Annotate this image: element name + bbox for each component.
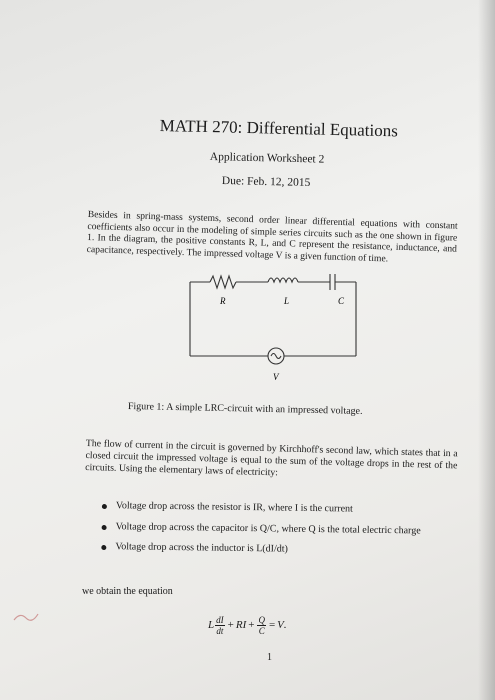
bullet-text: Voltage drop across the inductor is L(dI/dt) — [115, 541, 288, 555]
eq-derivative-numerator: dI — [216, 614, 224, 625]
eq-voltage: V — [277, 619, 284, 631]
eq-derivative-denominator: dt — [216, 625, 224, 636]
kirchhoff-paragraph: The flow of current in the circuit is governed by Kirchhoff's second law, which states that in a closed circuit the impressed voltage is equal to the sum of the voltage drops in the rest of the circuits. Using the elementary laws of electricity: — [85, 438, 458, 479]
eq-plus-1: + — [227, 619, 234, 631]
inductor-symbol — [268, 278, 298, 282]
list-item — [99, 541, 459, 559]
pencil-mark-icon — [12, 610, 40, 624]
page-number: 1 — [267, 652, 272, 663]
list-item — [100, 520, 460, 538]
bullet-text: Voltage drop across the resistor is IR, where I is the current — [115, 500, 353, 515]
eq-plus-2: + — [248, 619, 255, 631]
lrc-circuit-diagram — [180, 270, 365, 390]
eq-period: . — [283, 619, 287, 631]
eq-resistance-term: RI — [235, 619, 247, 631]
bullet-icon — [102, 525, 107, 530]
voltage-source-wave — [271, 354, 281, 359]
label-r: R — [220, 296, 226, 306]
obtain-text: we obtain the equation — [82, 586, 173, 597]
circuit-equation — [208, 610, 287, 640]
eq-charge-numerator: Q — [258, 614, 265, 625]
label-c: C — [338, 296, 345, 306]
bullet-icon — [102, 504, 107, 509]
worksheet-title: MATH 270: Differential Equations — [159, 116, 399, 141]
eq-derivative-fraction — [215, 615, 225, 636]
page-edge-shadow — [478, 0, 495, 700]
voltage-drop-list — [99, 500, 460, 567]
label-l: L — [284, 296, 290, 306]
figure-caption: Figure 1: A simple LRC-circuit with an impressed voltage. — [127, 401, 363, 417]
bullet-text: Voltage drop across the capacitor is Q/C, where Q is the total electric charge — [115, 520, 421, 536]
eq-charge-fraction — [257, 615, 266, 636]
due-date: Due: Feb. 12, 2015 — [221, 175, 311, 190]
label-v: V — [273, 372, 279, 382]
eq-charge-denominator: C — [258, 625, 265, 636]
worksheet-subtitle: Application Worksheet 2 — [209, 151, 325, 166]
bullet-icon — [101, 545, 106, 550]
eq-inductance: L — [208, 619, 215, 631]
eq-equals: = — [268, 619, 276, 631]
resistor-symbol — [210, 276, 236, 288]
intro-paragraph: Besides in spring-mass systems, second order linear differential equations with constant coefficients also occur in the modeling of simple series circuits such as the one shown in figure 1. In the diagram, the positive constants R, L, and C represent the resistance, inductance, and capacitance, respectively. The impressed voltage V is a given function of time. — [86, 209, 458, 265]
